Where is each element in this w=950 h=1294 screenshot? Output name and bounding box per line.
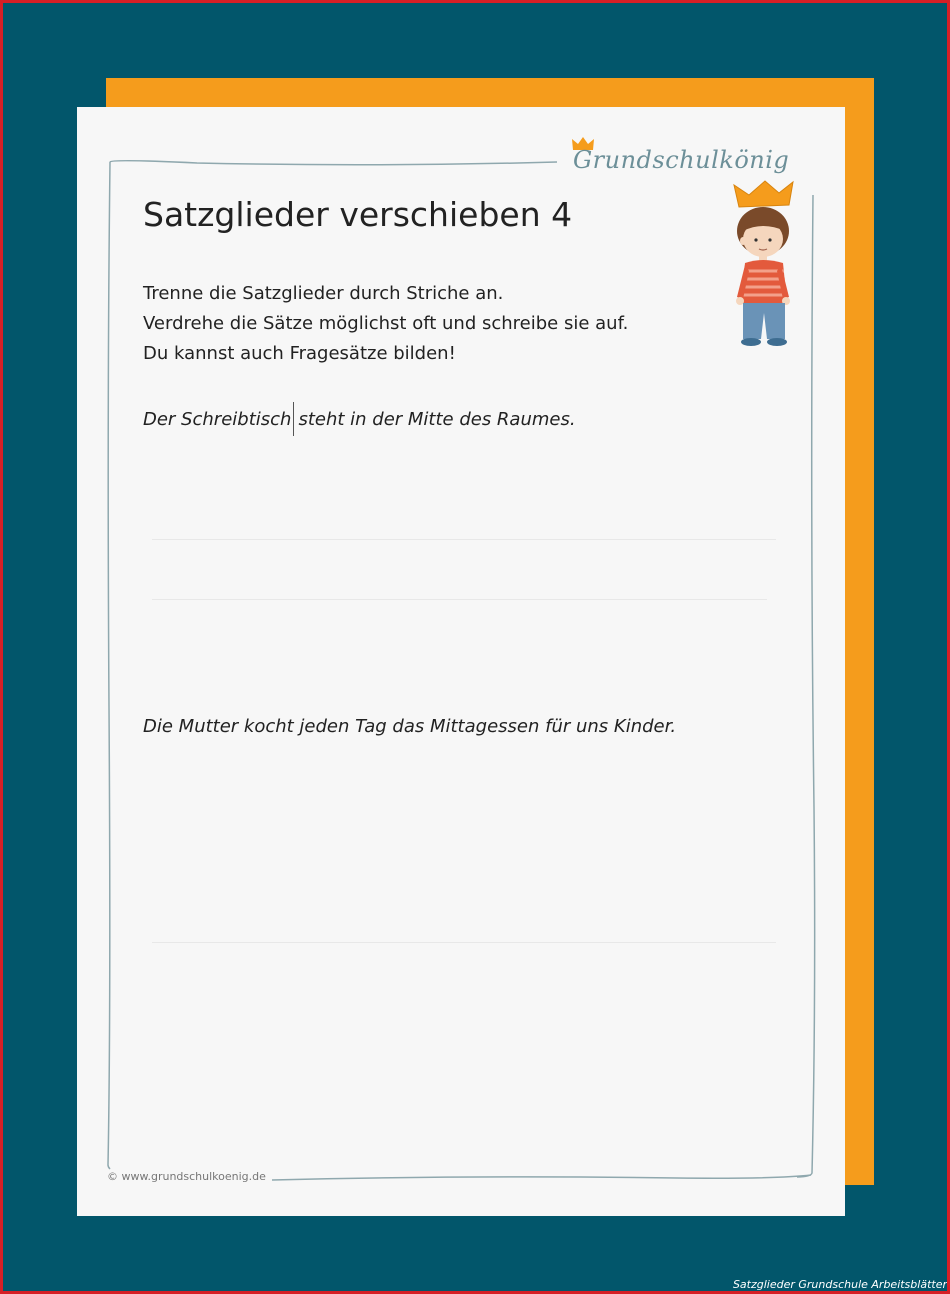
logo-text: Grundschulkönig [573,146,790,174]
writing-line [152,599,767,600]
grundschulkoenig-logo [571,134,821,184]
instruction-line: Du kannst auch Fragesätze bilden! [143,343,456,364]
sentence-1-part-2: steht in der Mitte des Raumes. [298,409,576,430]
worksheet-page [77,107,845,1216]
image-caption: Satzglieder Grundschule Arbeitsblätter [732,1278,947,1291]
sentence-1-part-1: Der Schreibtisch [143,409,292,430]
worksheet-title: Satzglieder verschieben 4 [143,195,573,234]
copyright-url: © www.grundschulkoenig.de [107,1170,266,1183]
boy-with-crown-illustration [729,179,809,349]
separator-stroke [293,402,294,436]
instructions [143,279,628,369]
writing-line [152,539,776,540]
instruction-line: Trenne die Satzglieder durch Striche an. [143,283,504,304]
example-sentence-1 [143,402,576,436]
example-sentence-2: Die Mutter kocht jeden Tag das Mittagessen für uns Kinder. [143,716,677,737]
writing-line [152,942,776,943]
instruction-line: Verdrehe die Sätze möglichst oft und schreibe sie auf. [143,313,629,334]
